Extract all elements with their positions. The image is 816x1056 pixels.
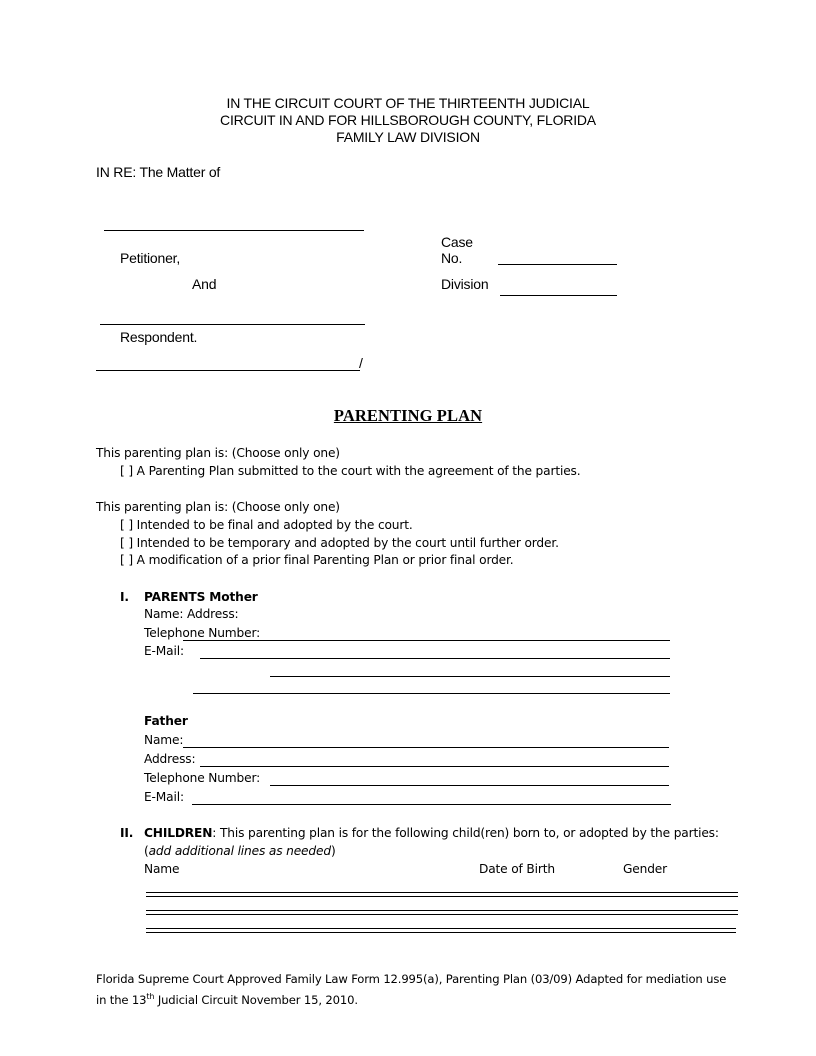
footer-line-2 [96,993,358,1007]
father-address-line[interactable] [200,766,669,767]
footer-line-2-sup: th [146,992,155,1002]
plan-type-prompt-1: This parenting plan is: (Choose only one) [96,446,340,460]
mother-telephone-label: Telephone Number: [144,626,261,640]
plan-option-modification[interactable]: [ ] A modification of a prior final Parenting Plan or prior final order. [120,553,514,567]
petitioner-name-line[interactable] [104,230,364,231]
children-note [144,844,336,858]
and-label: And [192,276,217,292]
section-children-text [144,826,719,840]
mother-email-label: E-Mail: [144,644,184,658]
footer-line-2-prefix: in the 13 [96,993,147,1007]
petitioner-label: Petitioner, [120,250,181,266]
father-name-line[interactable] [183,747,669,748]
caption-slash: / [359,355,363,371]
section-children-numeral: II. [120,826,134,840]
footer-line-1: Florida Supreme Court Approved Family Law Form 12.995(a), Parenting Plan (03/09) Adapted for mediation use [96,972,727,986]
plan-option-temporary[interactable]: [ ] Intended to be temporary and adopted by the court until further order. [120,536,559,550]
mother-telephone-line[interactable] [183,640,670,641]
father-telephone-line[interactable] [270,785,669,786]
plan-type-prompt-2: This parenting plan is: (Choose only one) [96,500,340,514]
plan-option-final[interactable]: [ ] Intended to be final and adopted by the court. [120,518,413,532]
children-row-line [146,928,736,929]
case-number-line[interactable] [498,264,617,265]
in-re-label: IN RE: The Matter of [96,164,221,180]
case-label-line-1: Case [441,234,473,250]
division-line[interactable] [500,295,617,296]
children-row-line [146,892,738,893]
children-note-open: ( [144,844,149,858]
children-column-gender: Gender [623,862,668,876]
children-column-dob: Date of Birth [479,862,555,876]
father-address-label: Address: [144,752,196,766]
children-row-line [146,914,738,915]
mother-extra-line-1[interactable] [270,676,670,677]
children-row-line [146,910,738,911]
children-row-line [146,896,738,897]
court-header-line-3: FAMILY LAW DIVISION [336,129,480,145]
plan-option-agreement[interactable]: [ ] A Parenting Plan submitted to the court with the agreement of the parties. [120,464,581,478]
section-parents-numeral: I. [120,590,129,604]
section-parents-heading: PARENTS Mother [144,590,258,604]
respondent-label: Respondent. [120,329,198,345]
father-name-label: Name: [144,733,184,747]
father-email-line[interactable] [192,804,671,805]
section-children-heading: CHILDREN [144,826,213,840]
division-label: Division [441,276,489,292]
footer-line-2-suffix: Judicial Circuit November 15, 2010. [154,993,358,1007]
mother-email-line[interactable] [200,658,670,659]
court-header-line-1: IN THE CIRCUIT COURT OF THE THIRTEENTH JUDICIAL [226,95,590,111]
mother-name-address-label: Name: Address: [144,607,239,621]
document-title: PARENTING PLAN [333,406,483,425]
case-label-line-2: No. [441,250,463,266]
court-header-line-2: CIRCUIT IN AND FOR HILLSBOROUGH COUNTY, FLORIDA [220,112,596,128]
children-row-line [146,932,736,933]
father-telephone-label: Telephone Number: [144,771,261,785]
father-heading: Father [144,714,188,728]
section-children-description: : This parenting plan is for the following child(ren) born to, or adopted by the parties: [212,826,719,840]
children-note-close: ) [330,844,336,858]
respondent-name-line[interactable] [100,324,365,325]
mother-extra-line-2[interactable] [193,693,670,694]
children-column-name: Name [144,862,180,876]
caption-close-line [96,370,360,371]
children-note-italic: add additional lines as needed [148,844,331,858]
father-email-label: E-Mail: [144,790,184,804]
